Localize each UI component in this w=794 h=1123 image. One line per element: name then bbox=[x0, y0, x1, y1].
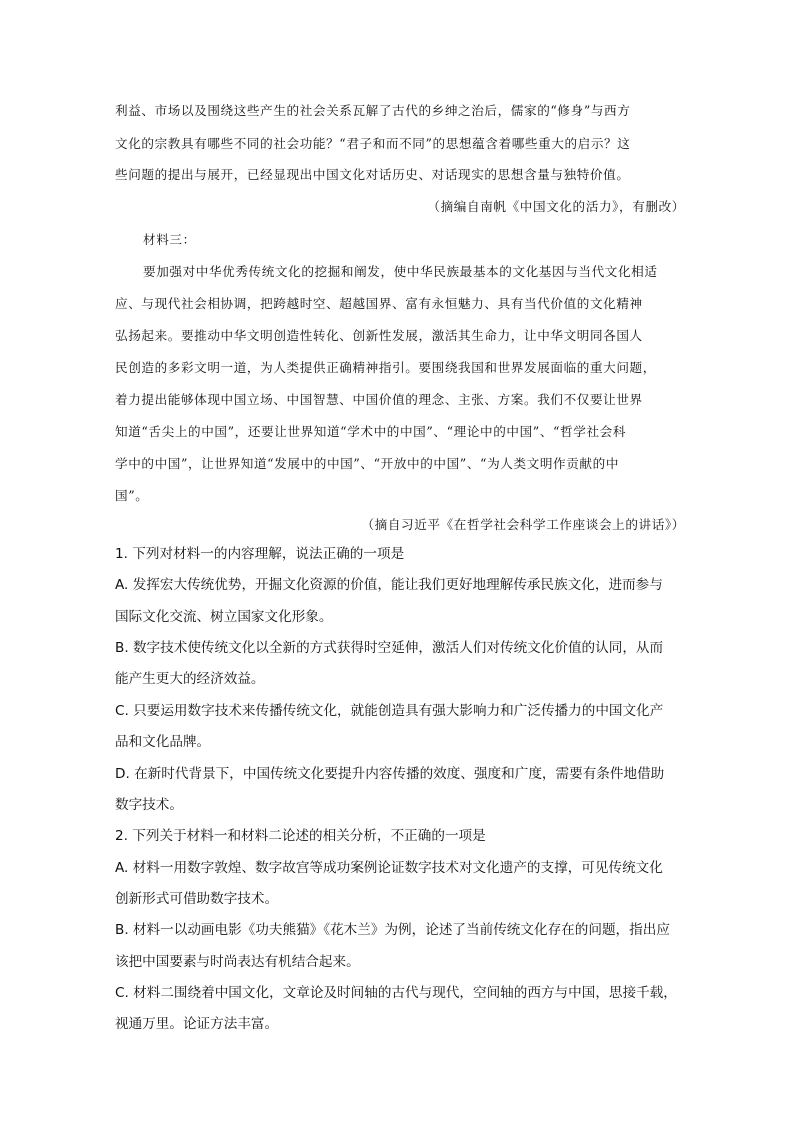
material2-line: 利益、市场以及围绕这些产生的社会关系瓦解了古代的乡绅之治后，儒家的“修身”与西方 bbox=[115, 103, 631, 118]
question-2-option-a-cont: 创新形式可借助数字技术。 bbox=[115, 891, 279, 907]
question-2-option-c: C. 材料二围绕着中国文化，文章论及时间轴的古代与现代，空间轴的西方与中国，思接千载， bbox=[115, 985, 677, 1001]
material3-label: 材料三： bbox=[143, 232, 196, 247]
question-1-stem: 1. 下列对材料一的内容理解，说法正确的一项是 bbox=[115, 546, 405, 562]
material3-line: 要加强对中华优秀传统文化的挖掘和阐发，使中华民族最基本的文化基因与当代文化相适 bbox=[143, 264, 658, 279]
question-1-option-c-cont: 品和文化品牌。 bbox=[115, 734, 211, 750]
material3-source: （摘自习近平《在哲学社会科学工作座谈会上的讲话》） bbox=[361, 517, 685, 532]
question-1-option-d-cont: 数字技术。 bbox=[115, 797, 183, 813]
material3-line: 学中的中国”，让世界知道“发展中的中国”、“开放中的中国”、“为人类文明作贡献的中 bbox=[115, 456, 620, 471]
question-2-option-a: A. 材料一用数字敦煌、数字故宫等成功案例论证数字技术对文化遗产的支撑，可见传统文化 bbox=[115, 860, 663, 876]
question-2-stem: 2. 下列关于材料一和材料二论述的相关分析，不正确的一项是 bbox=[115, 828, 486, 844]
material2-source: （摘编自南帆《中国文化的活力》，有删改） bbox=[427, 199, 685, 214]
question-1-option-b: B. 数字技术使传统文化以全新的方式获得时空延伸，激活人们对传统文化价值的认同，从而 bbox=[115, 640, 664, 656]
question-2-option-b: B. 材料一以动画电影《功夫熊猫》《花木兰》为例，论述了当前传统文化存在的问题，指出应 bbox=[115, 922, 670, 938]
question-1-option-a: A. 发挥宏大传统优势，开掘文化资源的价值，能让我们更好地理解传承民族文化，进而参与 bbox=[115, 577, 663, 593]
material3-line: 弘扬起来。要推动中华文明创造性转化、创新性发展，激活其生命力，让中华文明同各国人 bbox=[115, 328, 643, 343]
question-1-option-c: C. 只要运用数字技术来传播传统文化，就能创造具有强大影响力和广泛传播力的中国文化产 bbox=[115, 703, 664, 719]
question-2-option-b-cont: 该把中国要素与时尚表达有机结合起来。 bbox=[115, 954, 360, 970]
question-2-option-c-cont: 视通万里。论证方法丰富。 bbox=[115, 1016, 279, 1032]
material3-line: 着力提出能够体现中国立场、中国智慧、中国价值的理念、主张、方案。我们不仅要让世界 bbox=[115, 392, 643, 407]
material2-line: 些问题的提出与展开，已经显现出中国文化对话历史、对话现实的思想含量与独特价值。 bbox=[115, 167, 630, 182]
question-1-option-b-cont: 能产生更大的经济效益。 bbox=[115, 671, 265, 687]
material3-line: 应、与现代社会相协调，把跨越时空、超越国界、富有永恒魅力、具有当代价值的文化精神 bbox=[115, 296, 643, 311]
material3-line: 国”。 bbox=[115, 488, 149, 503]
question-1-option-d: D. 在新时代背景下，中国传统文化要提升内容传播的效度、强度和广度，需要有条件地借助 bbox=[115, 766, 665, 782]
question-1-option-a-cont: 国际文化交流、树立国家文化形象。 bbox=[115, 609, 333, 625]
material3-line: 民创造的多彩文明一道，为人类提供正确精神指引。要围绕我国和世界发展面临的重大问题， bbox=[115, 360, 656, 375]
material3-line: 知道“舌尖上的中国”，还要让世界知道“学术中的中国”、“理论中的中国”、“哲学社会科 bbox=[115, 424, 627, 439]
material2-line: 文化的宗教具有哪些不同的社会功能？“君子和而不同”的思想蕴含着哪些重大的启示？这 bbox=[115, 136, 631, 151]
